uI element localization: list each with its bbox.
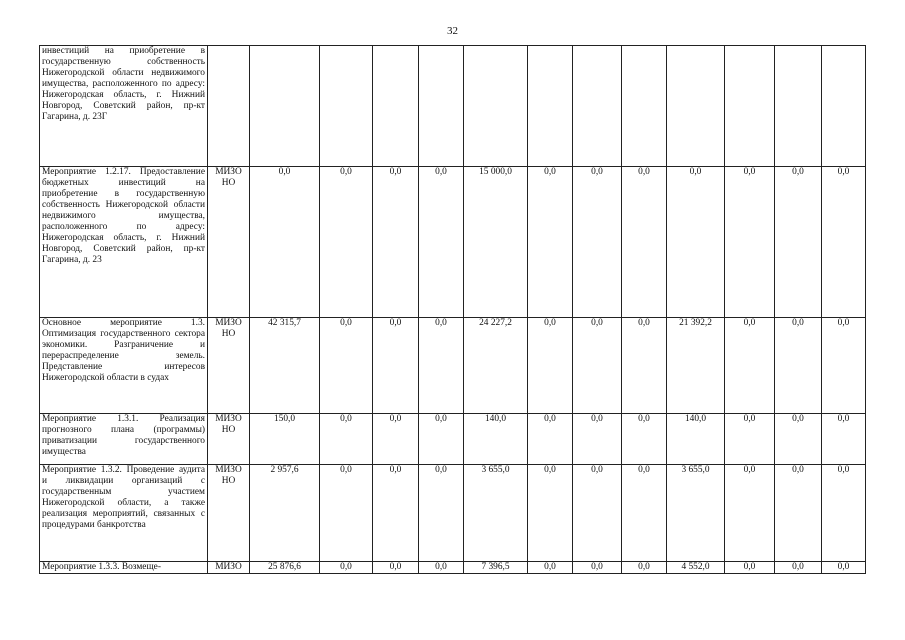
value-cell: 0,0 <box>775 414 822 465</box>
value-cell: 0,0 <box>528 414 573 465</box>
value-cell: 24 227,2 <box>464 318 528 414</box>
value-cell: 21 392,2 <box>667 318 725 414</box>
value-cell: 0,0 <box>320 318 373 414</box>
value-cell: 0,0 <box>725 318 775 414</box>
measure-description: Мероприятие 1.3.1. Реализация прогнозного плана (программы) приватизации государственного имущества <box>40 414 208 465</box>
value-cell: 0,0 <box>725 414 775 465</box>
value-cell: 0,0 <box>775 318 822 414</box>
value-cell: 0,0 <box>419 414 464 465</box>
value-cell <box>373 46 419 167</box>
table-row <box>40 46 866 167</box>
measure-description: инвестиций на приобретение в государственную собственность Нижегородской области недвижимого имущества, расположенного по адресу: Нижегородская область, г. Нижний Новгород, Советский район, пр-кт Гагарина, д. 23Г <box>40 46 208 167</box>
value-cell <box>320 46 373 167</box>
value-cell: 0,0 <box>725 562 775 574</box>
executor-cell: МИЗО НО <box>208 465 250 562</box>
value-cell <box>725 46 775 167</box>
value-cell: 0,0 <box>667 167 725 318</box>
value-cell: 0,0 <box>528 318 573 414</box>
value-cell: 0,0 <box>622 167 667 318</box>
value-cell: 0,0 <box>822 562 866 574</box>
value-cell: 0,0 <box>573 318 622 414</box>
value-cell: 7 396,5 <box>464 562 528 574</box>
value-cell: 42 315,7 <box>250 318 320 414</box>
value-cell: 0,0 <box>373 414 419 465</box>
executor-cell <box>208 46 250 167</box>
value-cell: 0,0 <box>822 414 866 465</box>
value-cell: 2 957,6 <box>250 465 320 562</box>
value-cell: 0,0 <box>822 318 866 414</box>
executor-cell: МИЗО НО <box>208 318 250 414</box>
value-cell: 0,0 <box>622 465 667 562</box>
table-row <box>40 167 866 318</box>
value-cell: 0,0 <box>528 465 573 562</box>
value-cell: 0,0 <box>373 167 419 318</box>
value-cell: 0,0 <box>573 465 622 562</box>
value-cell: 0,0 <box>419 167 464 318</box>
measure-description: Основное мероприятие 1.3. Оптимизация государственного сектора экономики. Разграничение и перераспределение земель. Представление интересов Нижегородской области в судах <box>40 318 208 414</box>
value-cell <box>250 46 320 167</box>
value-cell <box>622 46 667 167</box>
value-cell: 0,0 <box>622 562 667 574</box>
value-cell: 0,0 <box>320 167 373 318</box>
value-cell: 0,0 <box>573 414 622 465</box>
executor-cell: МИЗО НО <box>208 414 250 465</box>
value-cell: 0,0 <box>822 167 866 318</box>
value-cell: 0,0 <box>573 167 622 318</box>
value-cell: 0,0 <box>775 465 822 562</box>
value-cell: 0,0 <box>573 562 622 574</box>
value-cell <box>573 46 622 167</box>
value-cell: 0,0 <box>725 167 775 318</box>
value-cell: 0,0 <box>775 167 822 318</box>
value-cell: 0,0 <box>320 562 373 574</box>
page-number: 32 <box>447 25 458 37</box>
table-row <box>40 414 866 465</box>
measure-description: Мероприятие 1.2.17. Предоставление бюджетных инвестиций на приобретение в государственную собственность Нижегородской области недвижимого имущества, расположенного по адресу: Нижегородская область, г. Нижний Новгород, Советский район, пр-кт Гагарина, д. 23 <box>40 167 208 318</box>
measure-description: Мероприятие 1.3.2. Проведение аудита и ликвидации организаций с государственным участием Нижегородской области, а также реализация мероприятий, связанных с процедурами банкротства <box>40 465 208 562</box>
value-cell: 15 000,0 <box>464 167 528 318</box>
value-cell: 0,0 <box>622 414 667 465</box>
value-cell: 0,0 <box>419 318 464 414</box>
value-cell: 0,0 <box>528 562 573 574</box>
value-cell: 0,0 <box>775 562 822 574</box>
value-cell: 0,0 <box>320 414 373 465</box>
value-cell: 0,0 <box>528 167 573 318</box>
value-cell <box>528 46 573 167</box>
value-cell: 0,0 <box>373 562 419 574</box>
value-cell: 0,0 <box>373 318 419 414</box>
value-cell: 25 876,6 <box>250 562 320 574</box>
value-cell: 3 655,0 <box>667 465 725 562</box>
value-cell: 0,0 <box>419 465 464 562</box>
measure-description: Мероприятие 1.3.3. Возмеще- <box>40 562 208 574</box>
table-row <box>40 562 866 574</box>
value-cell: 3 655,0 <box>464 465 528 562</box>
value-cell: 0,0 <box>250 167 320 318</box>
value-cell <box>775 46 822 167</box>
value-cell: 0,0 <box>373 465 419 562</box>
table-row <box>40 318 866 414</box>
value-cell: 0,0 <box>725 465 775 562</box>
value-cell: 0,0 <box>822 465 866 562</box>
value-cell: 0,0 <box>419 562 464 574</box>
table-row <box>40 465 866 562</box>
value-cell <box>667 46 725 167</box>
value-cell: 140,0 <box>667 414 725 465</box>
budget-table <box>39 45 866 574</box>
value-cell: 140,0 <box>464 414 528 465</box>
value-cell <box>419 46 464 167</box>
value-cell <box>822 46 866 167</box>
value-cell: 4 552,0 <box>667 562 725 574</box>
executor-cell: МИЗО <box>208 562 250 574</box>
value-cell: 0,0 <box>622 318 667 414</box>
executor-cell: МИЗО НО <box>208 167 250 318</box>
value-cell: 0,0 <box>320 465 373 562</box>
value-cell <box>464 46 528 167</box>
value-cell: 150,0 <box>250 414 320 465</box>
